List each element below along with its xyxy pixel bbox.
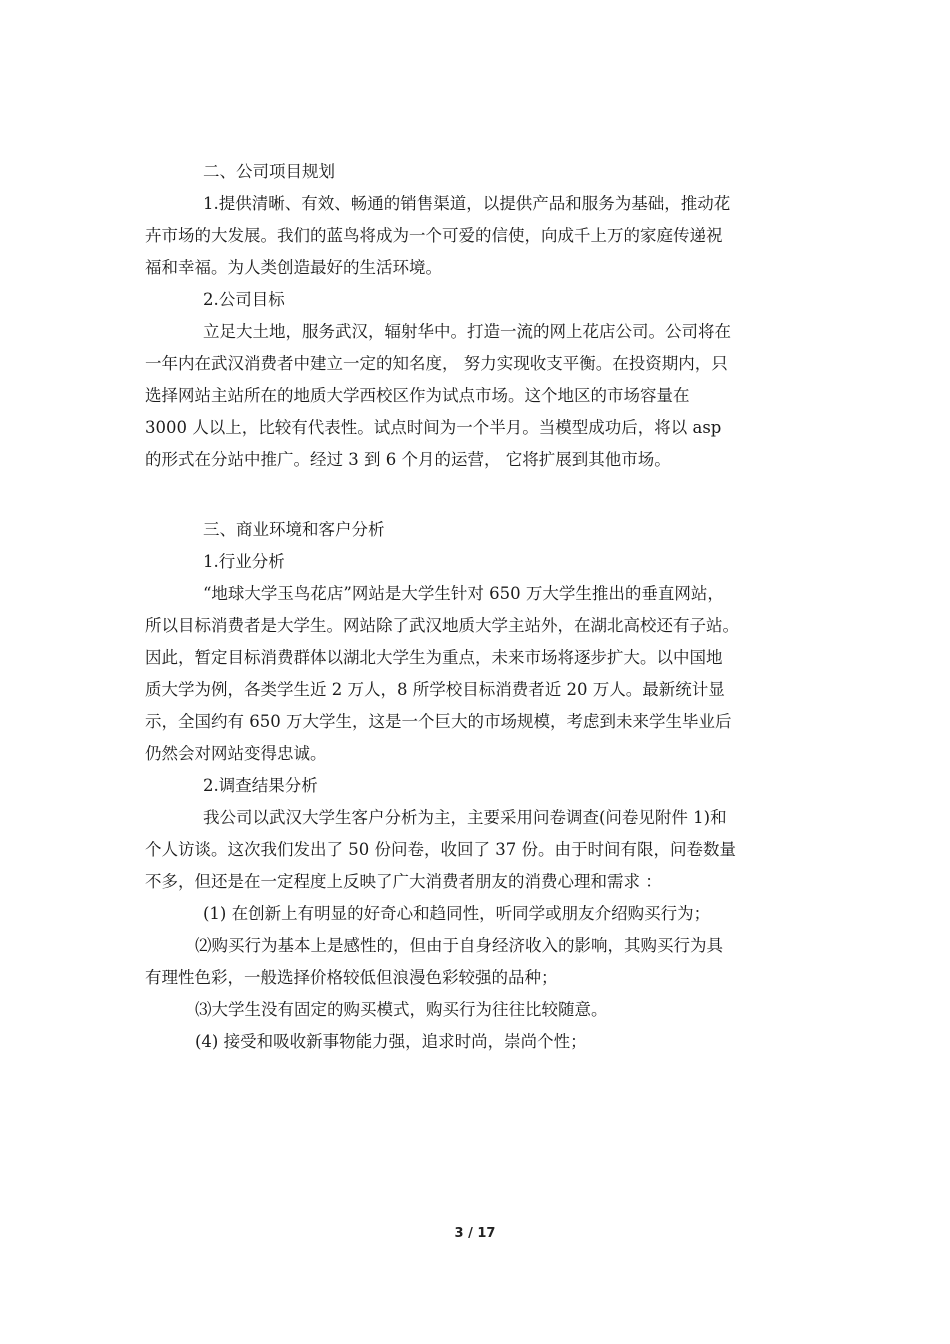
page-number: 3 / 17	[454, 1226, 496, 1241]
paragraph-line: 我公司以武汉大学生客户分析为主，主要采用问卷调查(问卷见附件 1)和	[203, 808, 727, 827]
subsection-title: 2.公司目标	[203, 290, 285, 309]
paragraph-line: 个人访谈。这次我们发出了 50 份问卷，收回了 37 份。由于时间有限，问卷数量	[145, 840, 736, 859]
subsection-title: 2.调查结果分析	[203, 776, 318, 795]
paragraph-line: 示，全国约有 650 万大学生，这是一个巨大的市场规模，考虑到未来学生毕业后	[145, 712, 732, 731]
document-body	[145, 156, 807, 1058]
section-heading: 二、公司项目规划	[203, 162, 335, 181]
section-heading: 三、商业环境和客户分析	[203, 520, 385, 539]
paragraph-line: 仍然会对网站变得忠诚。	[145, 744, 327, 763]
list-item-point-1: (1) 在创新上有明显的好奇心和趋同性，听同学或朋友介绍购买行为；	[203, 904, 711, 923]
paragraph-line: 卉市场的大发展。我们的蓝鸟将成为一个可爱的信使，向成千上万的家庭传递祝	[145, 226, 723, 245]
list-item-point-2: ⑵购买行为基本上是感性的，但由于自身经济收入的影响，其购买行为具	[195, 936, 723, 955]
paragraph-line: 选择网站主站所在的地质大学西校区作为试点市场。这个地区的市场容量在	[145, 386, 690, 405]
paragraph-line: 质大学为例，各类学生近 2 万人，8 所学校目标消费者近 20 万人。最新统计显	[145, 680, 725, 699]
paragraph-line: 的形式在分站中推广。经过 3 到 6 个月的运营， 它将扩展到其他市场。	[145, 450, 671, 469]
paragraph-line: 所以目标消费者是大学生。网站除了武汉地质大学主站外，在湖北高校还有子站。	[145, 616, 739, 635]
list-item-point-2-continued: 有理性色彩，一般选择价格较低但浪漫色彩较强的品种；	[145, 968, 558, 987]
paragraph-line: 不多，但还是在一定程度上反映了广大消费者朋友的消费心理和需求 ：	[145, 872, 662, 891]
paragraph-line: 因此，暂定目标消费群体以湖北大学生为重点，未来市场将逐步扩大。以中国地	[145, 648, 723, 667]
section-spacer	[145, 476, 807, 514]
paragraph-line: 福和幸福。为人类创造最好的生活环境。	[145, 258, 442, 277]
paragraph-line: 3000 人以上，比较有代表性。试点时间为一个半月。当模型成功后，将以 asp	[145, 418, 722, 437]
paragraph-line: 一年内在武汉消费者中建立一定的知名度， 努力实现收支平衡。在投资期内，只	[145, 354, 728, 373]
paragraph-line: 立足大土地，服务武汉，辐射华中。打造一流的网上花店公司。公司将在	[203, 322, 731, 341]
list-item-point-3: ⑶大学生没有固定的购买模式，购买行为往往比较随意。	[195, 1000, 608, 1019]
list-item-point-4: (4) 接受和吸收新事物能力强，追求时尚，崇尚个性；	[195, 1032, 587, 1051]
subsection-title: 1.行业分析	[203, 552, 285, 571]
paragraph-line: “地球大学玉鸟花店”网站是大学生针对 650 万大学生推出的垂直网站，	[203, 584, 724, 603]
paragraph-line: 1.提供清晰、有效、畅通的销售渠道，以提供产品和服务为基础，推动花	[203, 194, 731, 213]
